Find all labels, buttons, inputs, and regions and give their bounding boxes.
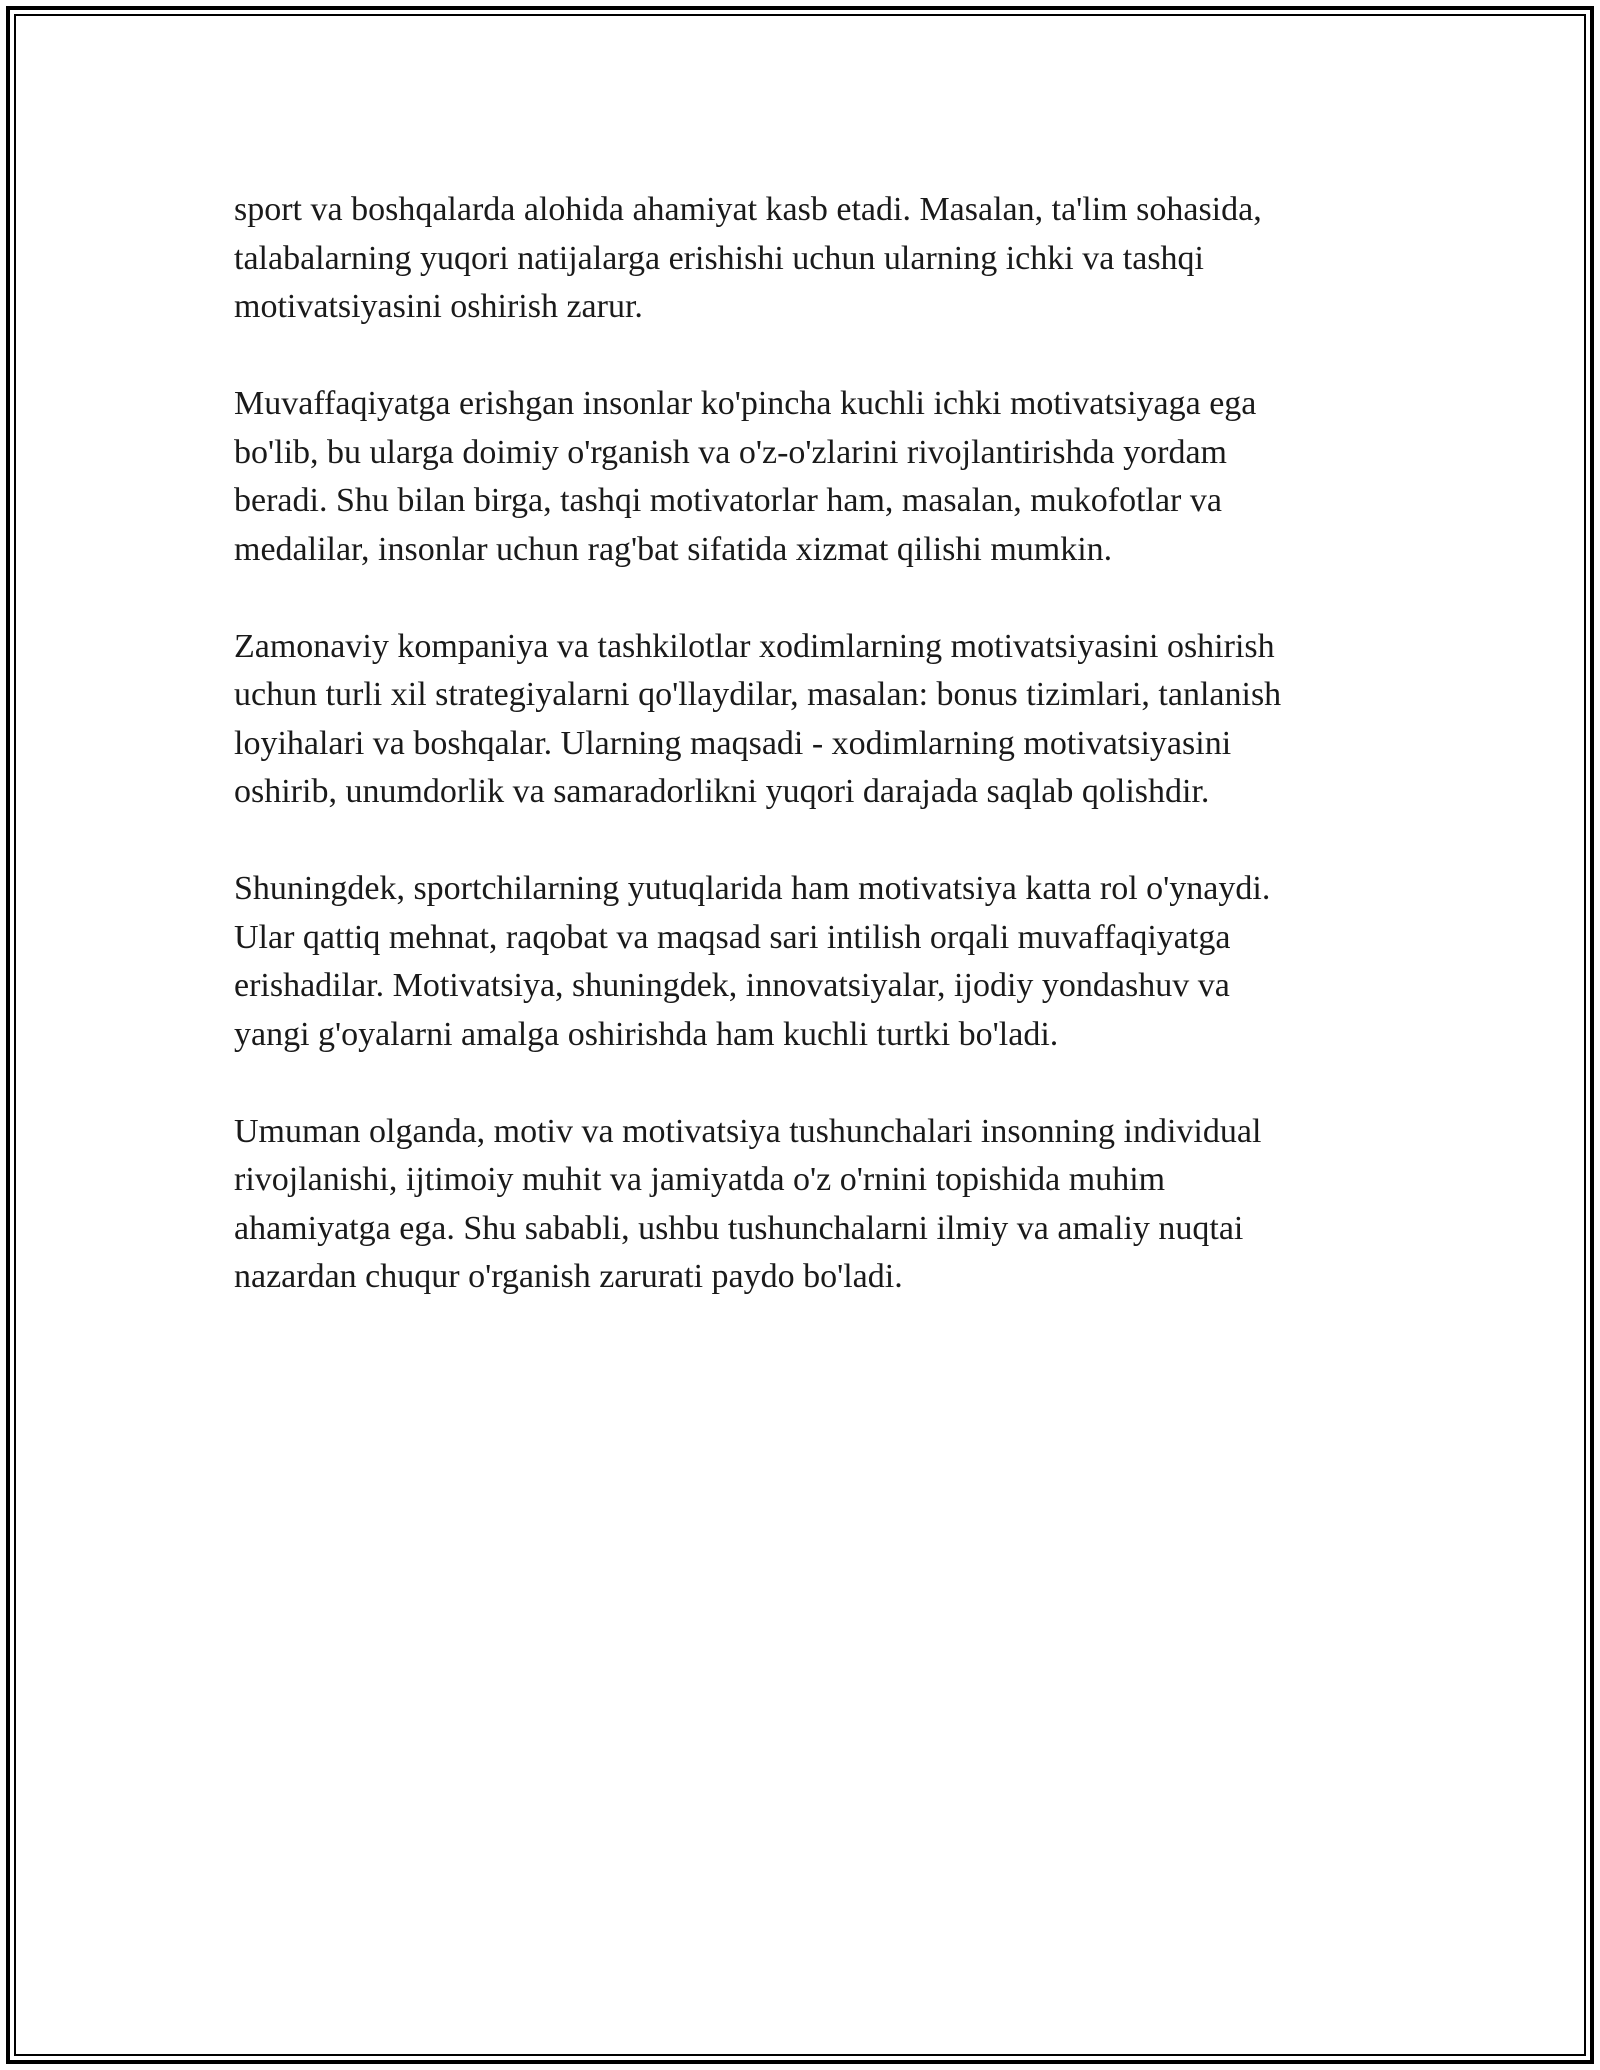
text-line: motivatsiyasini oshirish zarur. xyxy=(234,288,643,325)
text-line: Shuningdek, sportchilarning yutuqlarida ham motivatsiya katta rol o'ynaydi. xyxy=(234,870,1271,907)
text-line: nazardan chuqur o'rganish zarurati paydo bo'ladi. xyxy=(234,1258,903,1295)
text-line: Umuman olganda, motiv va motivatsiya tushunchalari insonning individual xyxy=(234,1112,1262,1150)
paragraph xyxy=(234,186,1394,332)
paragraph xyxy=(234,1108,1394,1302)
text-line: Ular qattiq mehnat, raqobat va maqsad sari intilish orqali muvaffaqiyatga xyxy=(234,918,1231,956)
paragraph xyxy=(234,623,1394,817)
text-line: talabalarning yuqori natijalarga erishishi uchun ularning ichki va tashqi xyxy=(234,239,1204,277)
paragraph xyxy=(234,380,1394,574)
text-line: yangi g'oyalarni amalga oshirishda ham kuchli turtki bo'ladi. xyxy=(234,1015,1059,1053)
text-line: loyihalari va boshqalar. Ularning maqsadi - xodimlarning motivatsiyasini xyxy=(234,724,1232,762)
text-line: beradi. Shu bilan birga, tashqi motivatorlar ham, masalan, mukofotlar va xyxy=(234,482,1222,519)
text-line: erishadilar. Motivatsiya, shuningdek, innovatsiyalar, ijodiy yondashuv va xyxy=(234,967,1230,1004)
text-line: oshirib, unumdorlik va samaradorlikni yuqori darajada saqlab qolishdir. xyxy=(234,773,1210,810)
text-line: Zamonaviy kompaniya va tashkilotlar xodimlarning motivatsiyasini oshirish xyxy=(234,627,1275,665)
text-line: medalilar, insonlar uchun rag'bat sifatida xizmat qilishi mumkin. xyxy=(234,530,1113,568)
text-line: rivojlanishi, ijtimoiy muhit va jamiyatda o'z o'rnini topishida muhim xyxy=(234,1161,1166,1198)
paragraph xyxy=(234,865,1394,1059)
text-line: bo'lib, bu ularga doimiy o'rganish va o'z-o'zlarini rivojlantirishda yordam xyxy=(234,433,1227,471)
text-line: ahamiyatga ega. Shu sababli, ushbu tushunchalarni ilmiy va amaliy nuqtai xyxy=(234,1209,1244,1247)
document-body xyxy=(234,186,1394,1350)
text-line: sport va boshqalarda alohida ahamiyat kasb etadi. Masalan, ta'lim sohasida, xyxy=(234,191,1262,228)
text-line: uchun turli xil strategiyalarni qo'llaydilar, masalan: bonus tizimlari, tanlanish xyxy=(234,676,1282,713)
text-line: Muvaffaqiyatga erishgan insonlar ko'pincha kuchli ichki motivatsiyaga ega xyxy=(234,385,1257,422)
